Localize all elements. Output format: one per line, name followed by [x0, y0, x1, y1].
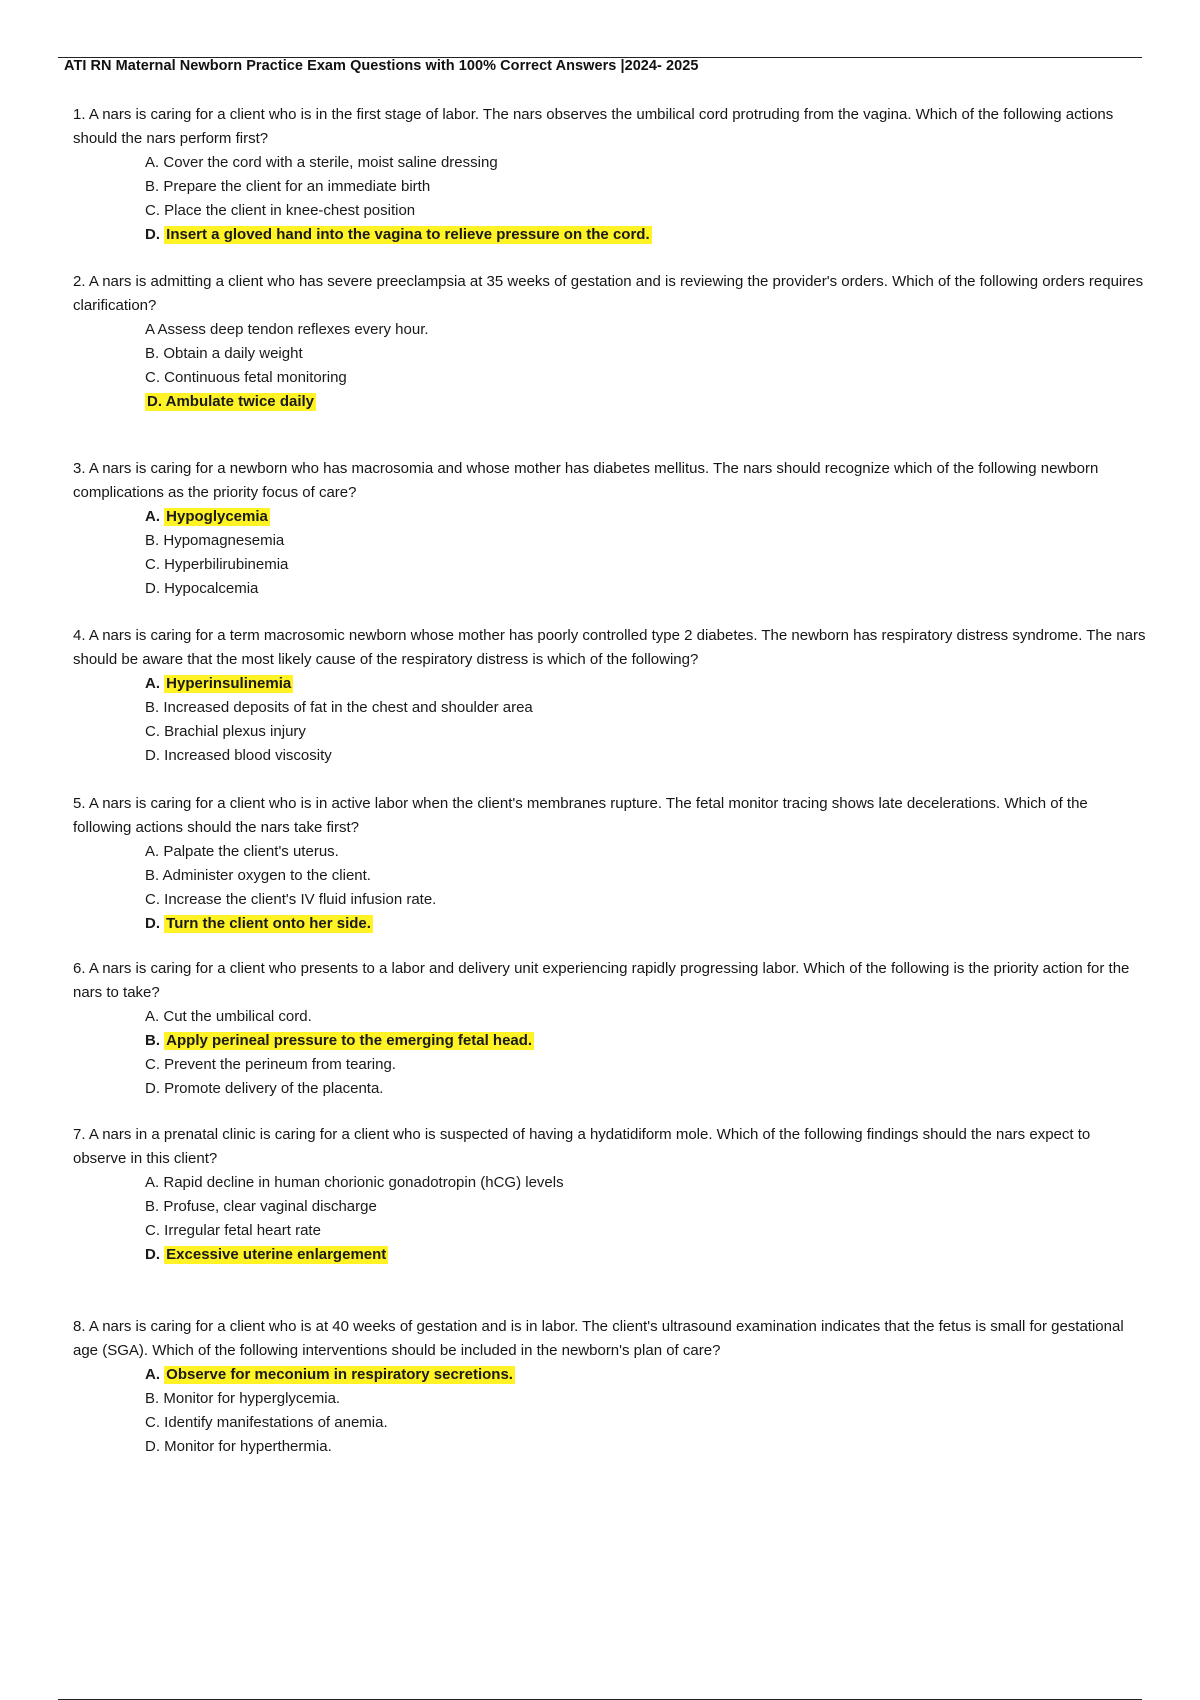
- answer-option: [145, 888, 1147, 912]
- answer-option: [145, 1053, 1147, 1077]
- option-text: Profuse, clear vaginal discharge: [163, 1198, 377, 1215]
- option-letter: A.: [145, 154, 160, 171]
- answer-option-correct: [145, 1363, 1147, 1387]
- option-letter: D.: [145, 915, 160, 932]
- question-6: [73, 957, 1147, 1101]
- answer-option: [145, 366, 1147, 390]
- answer-option: [145, 1005, 1147, 1029]
- option-text: Prevent the perineum from tearing.: [164, 1056, 396, 1073]
- option-letter: A.: [145, 843, 160, 860]
- answer-option: [145, 1435, 1147, 1459]
- option-text: Monitor for hyperglycemia.: [163, 1390, 341, 1407]
- option-letter: D.: [145, 580, 160, 597]
- option-letter: B.: [145, 532, 160, 549]
- correct-answer-highlight: Insert a gloved hand into the vagina to relieve pressure on the cord.: [166, 226, 650, 243]
- option-text: Palpate the client's uterus.: [163, 843, 339, 860]
- option-letter: B.: [145, 1198, 160, 1215]
- question-stem: 7. A nars in a prenatal clinic is caring for a client who is suspected of having a hydatidiform mole. Which of the following findings should the nars expect to observe in this client?: [73, 1126, 1091, 1167]
- option-text: Hypomagnesemia: [163, 532, 285, 549]
- option-letter: C.: [145, 1414, 160, 1431]
- answer-option-correct: [145, 223, 1147, 247]
- answer-option: [145, 342, 1147, 366]
- question-stem: 2. A nars is admitting a client who has severe preeclampsia at 35 weeks of gestation and is reviewing the provider's orders. Which of the following orders requires clarification?: [73, 273, 1144, 314]
- answer-option: [145, 840, 1147, 864]
- answer-option: [145, 1171, 1147, 1195]
- option-text: Identify manifestations of anemia.: [164, 1414, 388, 1431]
- answer-options: [73, 1171, 1147, 1267]
- answer-option: [145, 1387, 1147, 1411]
- option-text: Increase the client's IV fluid infusion rate.: [164, 891, 437, 908]
- option-letter: D.: [145, 226, 160, 243]
- option-letter: D.: [147, 393, 162, 410]
- option-letter: D.: [145, 1438, 160, 1455]
- option-letter: A.: [145, 1008, 160, 1025]
- option-letter: C.: [145, 556, 160, 573]
- option-text: Rapid decline in human chorionic gonadotropin (hCG) levels: [163, 1174, 564, 1191]
- option-letter: C.: [145, 891, 160, 908]
- option-letter: C.: [145, 1222, 160, 1239]
- question-stem: 6. A nars is caring for a client who presents to a labor and delivery unit experiencing rapidly progressing labor. Which of the following is the priority action for the nars to take?: [73, 960, 1130, 1001]
- correct-answer-highlight: Observe for meconium in respiratory secretions.: [166, 1366, 513, 1383]
- question-4: [73, 624, 1147, 768]
- answer-option: [145, 1077, 1147, 1101]
- option-text: Prepare the client for an immediate birth: [163, 178, 431, 195]
- answer-option-correct: [145, 672, 1147, 696]
- answer-options: [73, 1363, 1147, 1459]
- answer-options: [73, 1005, 1147, 1101]
- answer-option: [145, 696, 1147, 720]
- answer-option: [145, 1411, 1147, 1435]
- option-text: Cut the umbilical cord.: [163, 1008, 312, 1025]
- answer-options: [73, 672, 1147, 768]
- option-letter: D.: [145, 1080, 160, 1097]
- correct-answer-highlight: Hyperinsulinemia: [166, 675, 292, 692]
- option-text: Continuous fetal monitoring: [164, 369, 347, 386]
- option-letter: B.: [145, 867, 160, 884]
- option-text: Cover the cord with a sterile, moist saline dressing: [163, 154, 498, 171]
- correct-answer-highlight: Apply perineal pressure to the emerging fetal head.: [166, 1032, 533, 1049]
- question-stem: 1. A nars is caring for a client who is in the first stage of labor. The nars observes the umbilical cord protruding from the vagina. Which of the following actions should the nars perform first?: [73, 106, 1114, 147]
- answer-option: [145, 151, 1147, 175]
- option-letter: A.: [145, 1366, 160, 1383]
- option-letter: A: [145, 321, 155, 338]
- option-letter: A.: [145, 1174, 160, 1191]
- option-text: Promote delivery of the placenta.: [164, 1080, 384, 1097]
- question-stem: 8. A nars is caring for a client who is at 40 weeks of gestation and is in labor. The client's ultrasound examination indicates that the fetus is small for gestational age (SGA). Which of the following interventions should be included in the newborn's plan of care?: [73, 1318, 1124, 1359]
- option-text: Place the client in knee-chest position: [164, 202, 416, 219]
- question-5: [73, 792, 1147, 936]
- correct-answer-highlight: Excessive uterine enlargement: [166, 1246, 387, 1263]
- answer-option-correct: [145, 912, 1147, 936]
- answer-option: [145, 175, 1147, 199]
- answer-options: [73, 840, 1147, 936]
- question-3: [73, 457, 1147, 601]
- answer-option: [145, 318, 1147, 342]
- option-letter: C.: [145, 1056, 160, 1073]
- answer-option-correct: [145, 390, 1147, 414]
- option-letter: B.: [145, 1032, 160, 1049]
- answer-options: [73, 505, 1147, 601]
- option-letter: C.: [145, 202, 160, 219]
- option-text: Ambulate twice daily: [165, 393, 314, 410]
- option-text: Irregular fetal heart rate: [164, 1222, 321, 1239]
- option-text: Brachial plexus injury: [164, 723, 306, 740]
- option-text: Assess deep tendon reflexes every hour.: [157, 321, 429, 338]
- question-1: [73, 103, 1147, 247]
- option-letter: B.: [145, 345, 160, 362]
- document-title: ATI RN Maternal Newborn Practice Exam Questions with 100% Correct Answers |2024- 2025: [64, 58, 699, 74]
- option-text: Increased deposits of fat in the chest and shoulder area: [163, 699, 533, 716]
- option-text: Hypocalcemia: [164, 580, 259, 597]
- option-letter: D.: [145, 1246, 160, 1263]
- answer-option: [145, 1195, 1147, 1219]
- option-text: Obtain a daily weight: [163, 345, 303, 362]
- correct-answer-highlight: Hypoglycemia: [166, 508, 268, 525]
- question-stem: 4. A nars is caring for a term macrosomic newborn whose mother has poorly controlled type 2 diabetes. The newborn has respiratory distress syndrome. The nars should be aware that the most likely cause of the respiratory distress is which of the following?: [73, 627, 1146, 668]
- answer-option: [145, 529, 1147, 553]
- answer-option: [145, 553, 1147, 577]
- option-text: Increased blood viscosity: [164, 747, 332, 764]
- answer-option-correct: [145, 1243, 1147, 1267]
- answer-option: [145, 720, 1147, 744]
- option-text: Hyperbilirubinemia: [164, 556, 289, 573]
- answer-option: [145, 744, 1147, 768]
- option-letter: A.: [145, 508, 160, 525]
- option-text: Monitor for hyperthermia.: [164, 1438, 332, 1455]
- question-stem: 5. A nars is caring for a client who is in active labor when the client's membranes rupture. The fetal monitor tracing shows late decelerations. Which of the following actions should the nars take first?: [73, 795, 1088, 836]
- option-letter: B.: [145, 699, 160, 716]
- option-letter: C.: [145, 369, 160, 386]
- question-7: [73, 1123, 1147, 1267]
- correct-answer-highlight: [145, 393, 316, 411]
- answer-option: [145, 577, 1147, 601]
- answer-option: [145, 199, 1147, 223]
- option-letter: C.: [145, 723, 160, 740]
- question-stem: 3. A nars is caring for a newborn who has macrosomia and whose mother has diabetes mellitus. The nars should recognize which of the following newborn complications as the priority focus of care?: [73, 460, 1099, 501]
- option-letter: B.: [145, 178, 160, 195]
- option-letter: A.: [145, 675, 160, 692]
- option-letter: B.: [145, 1390, 160, 1407]
- option-letter: D.: [145, 747, 160, 764]
- answer-option-correct: [145, 1029, 1147, 1053]
- question-2: [73, 270, 1147, 414]
- answer-options: [73, 151, 1147, 247]
- option-text: Administer oxygen to the client.: [162, 867, 371, 884]
- answer-option: [145, 1219, 1147, 1243]
- question-8: [73, 1315, 1147, 1459]
- answer-option-correct: [145, 505, 1147, 529]
- correct-answer-highlight: Turn the client onto her side.: [166, 915, 371, 932]
- answer-options: [73, 318, 1147, 414]
- answer-option: [145, 864, 1147, 888]
